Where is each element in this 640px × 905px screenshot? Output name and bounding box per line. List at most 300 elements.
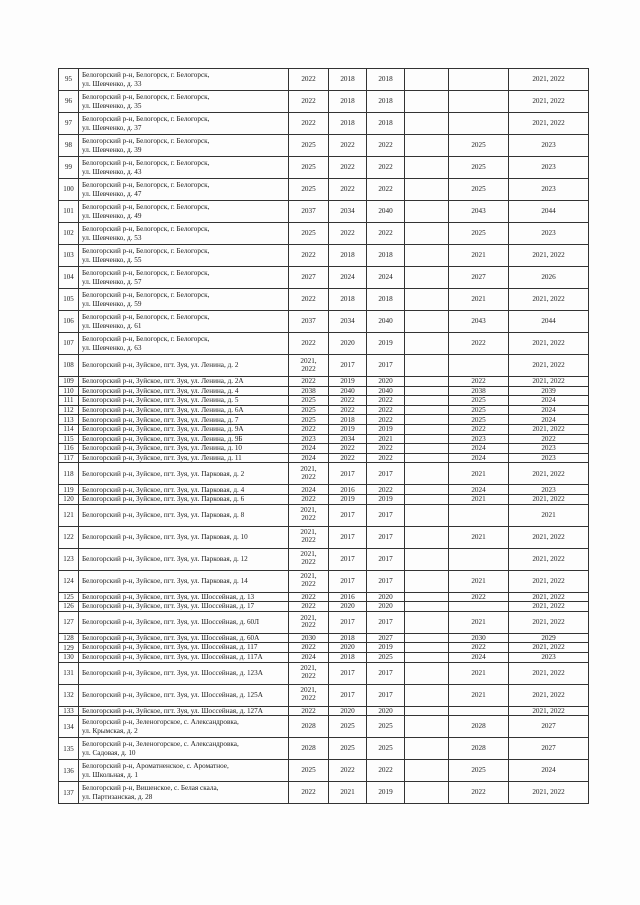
year-cell-6: 2021, 2022 [509, 91, 589, 113]
year-cell-3: 2019 [367, 643, 405, 653]
year-cell-6: 2023 [509, 157, 589, 179]
year-cell-4 [405, 135, 449, 157]
year-cell-2: 2022 [329, 157, 367, 179]
year-cell-6: 2021, 2022 [509, 611, 589, 633]
row-number: 106 [59, 311, 79, 333]
year-cell-6: 2021, 2022 [509, 684, 589, 706]
year-cell-6: 2021, 2022 [509, 289, 589, 311]
year-cell-2: 2017 [329, 526, 367, 548]
address-cell: Белогорский р-н, Зеленогорское, с. Александровка, ул. Крымская, д. 2 [79, 716, 289, 738]
year-cell-5: 2024 [449, 444, 509, 454]
address-cell: Белогорский р-н, Зуйское, пгт. Зуя, ул. Парковая, д. 10 [79, 526, 289, 548]
year-cell-2: 2017 [329, 504, 367, 526]
year-cell-1: 2037 [289, 201, 329, 223]
table-row [59, 396, 589, 406]
year-cell-5: 2024 [449, 453, 509, 463]
year-cell-2: 2018 [329, 91, 367, 113]
year-cell-3: 2017 [367, 570, 405, 592]
year-cell-3: 2017 [367, 526, 405, 548]
year-cell-6: 2044 [509, 201, 589, 223]
address-cell: Белогорский р-н, Зуйское, пгт. Зуя, ул. Ленина, д. 9Б [79, 434, 289, 444]
year-cell-1: 2028 [289, 716, 329, 738]
row-number: 113 [59, 415, 79, 425]
year-cell-2: 2034 [329, 201, 367, 223]
year-cell-1: 2025 [289, 179, 329, 201]
year-cell-1: 2021, 2022 [289, 463, 329, 485]
table-row [59, 463, 589, 485]
year-cell-5: 2028 [449, 738, 509, 760]
table-row [59, 494, 589, 504]
address-cell: Белогорский р-н, Зуйское, пгт. Зуя, ул. Парковая, д. 6 [79, 494, 289, 504]
year-cell-3: 2024 [367, 267, 405, 289]
address-cell: Белогорский р-н, Зуйское, пгт. Зуя, ул. Парковая, д. 8 [79, 504, 289, 526]
year-cell-2: 2016 [329, 485, 367, 495]
year-cell-3: 2019 [367, 494, 405, 504]
year-cell-2: 2018 [329, 652, 367, 662]
address-cell: Белогорский р-н, Зуйское, пгт. Зуя, ул. Парковая, д. 14 [79, 570, 289, 592]
year-cell-1: 2022 [289, 91, 329, 113]
year-cell-3: 2021 [367, 434, 405, 444]
year-cell-1: 2025 [289, 223, 329, 245]
year-cell-3: 2022 [367, 396, 405, 406]
year-cell-1: 2028 [289, 738, 329, 760]
year-cell-4 [405, 548, 449, 570]
year-cell-6: 2021, 2022 [509, 570, 589, 592]
year-cell-6: 2026 [509, 267, 589, 289]
year-cell-5: 2025 [449, 396, 509, 406]
year-cell-2: 2034 [329, 434, 367, 444]
year-cell-2: 2019 [329, 377, 367, 387]
table-row [59, 386, 589, 396]
address-cell: Белогорский р-н, Зуйское, пгт. Зуя, ул. Шоссейная, д. 60А [79, 633, 289, 643]
year-cell-2: 2018 [329, 113, 367, 135]
year-cell-4 [405, 157, 449, 179]
row-number: 108 [59, 355, 79, 377]
year-cell-2: 2020 [329, 643, 367, 653]
year-cell-4 [405, 444, 449, 454]
table-row [59, 415, 589, 425]
row-number: 132 [59, 684, 79, 706]
address-cell: Белогорский р-н, Зуйское, пгт. Зуя, ул. Шоссейная, д. 60Л [79, 611, 289, 633]
year-cell-4 [405, 453, 449, 463]
year-cell-3: 2019 [367, 424, 405, 434]
address-cell: Белогорский р-н, Белогорск, г. Белогорск, ул. Шевченко, д. 59 [79, 289, 289, 311]
row-number: 99 [59, 157, 79, 179]
year-cell-3: 2017 [367, 548, 405, 570]
year-cell-3: 2018 [367, 69, 405, 91]
year-cell-2: 2017 [329, 662, 367, 684]
address-cell: Белогорский р-н, Белогорск, г. Белогорск, ул. Шевченко, д. 55 [79, 245, 289, 267]
address-cell: Белогорский р-н, Зуйское, пгт. Зуя, ул. Ленина, д. 10 [79, 444, 289, 454]
year-cell-5 [449, 504, 509, 526]
year-cell-6: 2021, 2022 [509, 463, 589, 485]
year-cell-6: 2023 [509, 485, 589, 495]
year-cell-6: 2021, 2022 [509, 706, 589, 716]
address-cell: Белогорский р-н, Зеленогорское, с. Александровка, ул. Садовая, д. 10 [79, 738, 289, 760]
year-cell-6: 2021, 2022 [509, 643, 589, 653]
year-cell-1: 2022 [289, 113, 329, 135]
row-number: 100 [59, 179, 79, 201]
year-cell-1: 2037 [289, 311, 329, 333]
year-cell-1: 2022 [289, 289, 329, 311]
year-cell-1: 2021, 2022 [289, 504, 329, 526]
year-cell-5: 2028 [449, 716, 509, 738]
row-number: 98 [59, 135, 79, 157]
year-cell-6: 2022 [509, 434, 589, 444]
year-cell-4 [405, 684, 449, 706]
year-cell-6: 2021, 2022 [509, 424, 589, 434]
year-cell-3: 2018 [367, 245, 405, 267]
year-cell-4 [405, 782, 449, 804]
address-cell: Белогорский р-н, Зуйское, пгт. Зуя, ул. Шоссейная, д. 117 [79, 643, 289, 653]
table-row [59, 333, 589, 355]
row-number: 127 [59, 611, 79, 633]
year-cell-5: 2021 [449, 684, 509, 706]
address-cell: Белогорский р-н, Зуйское, пгт. Зуя, ул. Шоссейная, д. 13 [79, 592, 289, 602]
year-cell-6: 2021, 2022 [509, 662, 589, 684]
year-cell-1: 2022 [289, 333, 329, 355]
year-cell-3: 2017 [367, 611, 405, 633]
table-row [59, 201, 589, 223]
year-cell-5: 2025 [449, 223, 509, 245]
row-number: 121 [59, 504, 79, 526]
year-cell-2: 2024 [329, 267, 367, 289]
year-cell-5 [449, 706, 509, 716]
year-cell-5 [449, 69, 509, 91]
year-cell-3: 2022 [367, 415, 405, 425]
table-row [59, 91, 589, 113]
row-number: 126 [59, 602, 79, 612]
year-cell-3: 2017 [367, 662, 405, 684]
year-cell-3: 2022 [367, 179, 405, 201]
year-cell-4 [405, 223, 449, 245]
row-number: 131 [59, 662, 79, 684]
address-cell: Белогорский р-н, Зуйское, пгт. Зуя, ул. Ленина, д. 4 [79, 386, 289, 396]
year-cell-1: 2021, 2022 [289, 684, 329, 706]
year-cell-4 [405, 424, 449, 434]
address-cell: Белогорский р-н, Зуйское, пгт. Зуя, ул. Ленина, д. 9А [79, 424, 289, 434]
year-cell-6: 2024 [509, 760, 589, 782]
year-cell-2: 2017 [329, 684, 367, 706]
table-row [59, 548, 589, 570]
address-cell: Белогорский р-н, Белогорск, г. Белогорск, ул. Шевченко, д. 63 [79, 333, 289, 355]
year-cell-1: 2021, 2022 [289, 526, 329, 548]
year-cell-2: 2018 [329, 69, 367, 91]
row-number: 125 [59, 592, 79, 602]
year-cell-5 [449, 355, 509, 377]
table-row [59, 405, 589, 415]
year-cell-6: 2021, 2022 [509, 782, 589, 804]
address-cell: Белогорский р-н, Белогорск, г. Белогорск, ул. Шевченко, д. 61 [79, 311, 289, 333]
table-row [59, 652, 589, 662]
address-cell: Белогорский р-н, Белогорск, г. Белогорск, ул. Шевченко, д. 47 [79, 179, 289, 201]
year-cell-1: 2021, 2022 [289, 570, 329, 592]
year-cell-2: 2020 [329, 602, 367, 612]
year-cell-4 [405, 643, 449, 653]
year-cell-4 [405, 245, 449, 267]
year-cell-2: 2018 [329, 415, 367, 425]
year-cell-4 [405, 504, 449, 526]
address-cell: Белогорский р-н, Зуйское, пгт. Зуя, ул. Шоссейная, д. 117А [79, 652, 289, 662]
year-cell-2: 2022 [329, 760, 367, 782]
year-cell-5: 2022 [449, 333, 509, 355]
year-cell-3: 2025 [367, 716, 405, 738]
row-number: 119 [59, 485, 79, 495]
row-number: 111 [59, 396, 79, 406]
table-row [59, 643, 589, 653]
year-cell-3: 2022 [367, 223, 405, 245]
address-cell: Белогорский р-н, Белогорск, г. Белогорск, ул. Шевченко, д. 39 [79, 135, 289, 157]
year-cell-5: 2021 [449, 245, 509, 267]
year-cell-2: 2017 [329, 570, 367, 592]
year-cell-5: 2022 [449, 643, 509, 653]
row-number: 122 [59, 526, 79, 548]
year-cell-5: 2022 [449, 782, 509, 804]
table-row [59, 738, 589, 760]
year-cell-1: 2022 [289, 69, 329, 91]
year-cell-4 [405, 602, 449, 612]
year-cell-5: 2025 [449, 415, 509, 425]
year-cell-1: 2022 [289, 494, 329, 504]
row-number: 124 [59, 570, 79, 592]
year-cell-2: 2018 [329, 289, 367, 311]
year-cell-2: 2018 [329, 633, 367, 643]
address-cell: Белогорский р-н, Ароматненское, с. Ароматное, ул. Школьная, д. 1 [79, 760, 289, 782]
table-row [59, 311, 589, 333]
address-cell: Белогорский р-н, Белогорск, г. Белогорск, ул. Шевченко, д. 53 [79, 223, 289, 245]
year-cell-5: 2024 [449, 652, 509, 662]
year-cell-4 [405, 611, 449, 633]
year-cell-6: 2021, 2022 [509, 245, 589, 267]
year-cell-4 [405, 69, 449, 91]
year-cell-3: 2017 [367, 504, 405, 526]
year-cell-5: 2043 [449, 201, 509, 223]
address-cell: Белогорский р-н, Зуйское, пгт. Зуя, ул. Ленина, д. 2А [79, 377, 289, 387]
row-number: 116 [59, 444, 79, 454]
table-row [59, 782, 589, 804]
year-cell-1: 2023 [289, 434, 329, 444]
year-cell-4 [405, 386, 449, 396]
year-cell-4 [405, 405, 449, 415]
year-cell-4 [405, 706, 449, 716]
year-cell-3: 2022 [367, 453, 405, 463]
year-cell-6: 2021, 2022 [509, 494, 589, 504]
year-cell-5: 2021 [449, 463, 509, 485]
year-cell-4 [405, 760, 449, 782]
table-row [59, 570, 589, 592]
table-row [59, 223, 589, 245]
year-cell-1: 2025 [289, 405, 329, 415]
year-cell-6: 2021, 2022 [509, 333, 589, 355]
year-cell-4 [405, 494, 449, 504]
row-number: 104 [59, 267, 79, 289]
table-row [59, 424, 589, 434]
table-row [59, 135, 589, 157]
address-cell: Белогорский р-н, Зуйское, пгт. Зуя, ул. Шоссейная, д. 127А [79, 706, 289, 716]
row-number: 95 [59, 69, 79, 91]
year-cell-5 [449, 113, 509, 135]
year-cell-4 [405, 267, 449, 289]
year-cell-1: 2022 [289, 782, 329, 804]
table-row [59, 245, 589, 267]
year-cell-3: 2022 [367, 485, 405, 495]
year-cell-1: 2027 [289, 267, 329, 289]
table-row [59, 611, 589, 633]
year-cell-1: 2025 [289, 157, 329, 179]
year-cell-1: 2025 [289, 135, 329, 157]
year-cell-3: 2019 [367, 333, 405, 355]
year-cell-4 [405, 662, 449, 684]
year-cell-3: 2017 [367, 684, 405, 706]
year-cell-4 [405, 179, 449, 201]
year-cell-2: 2022 [329, 405, 367, 415]
year-cell-3: 2022 [367, 157, 405, 179]
year-cell-4 [405, 716, 449, 738]
year-cell-5: 2038 [449, 386, 509, 396]
year-cell-3: 2018 [367, 113, 405, 135]
address-cell: Белогорский р-н, Зуйское, пгт. Зуя, ул. Ленина, д. 7 [79, 415, 289, 425]
row-number: 114 [59, 424, 79, 434]
year-cell-1: 2022 [289, 602, 329, 612]
row-number: 129 [59, 643, 79, 653]
year-cell-6: 2021, 2022 [509, 113, 589, 135]
year-cell-3: 2022 [367, 135, 405, 157]
housing-repair-schedule-table [58, 68, 589, 804]
row-number: 134 [59, 716, 79, 738]
year-cell-1: 2022 [289, 424, 329, 434]
address-cell: Белогорский р-н, Белогорск, г. Белогорск, ул. Шевченко, д. 33 [79, 69, 289, 91]
year-cell-6: 2023 [509, 444, 589, 454]
year-cell-3: 2020 [367, 706, 405, 716]
year-cell-6: 2027 [509, 738, 589, 760]
table-row [59, 453, 589, 463]
row-number: 115 [59, 434, 79, 444]
row-number: 120 [59, 494, 79, 504]
year-cell-2: 2020 [329, 706, 367, 716]
year-cell-1: 2025 [289, 415, 329, 425]
address-cell: Белогорский р-н, Зуйское, пгт. Зуя, ул. Парковая, д. 2 [79, 463, 289, 485]
year-cell-6: 2021, 2022 [509, 602, 589, 612]
year-cell-2: 2034 [329, 311, 367, 333]
year-cell-3: 2018 [367, 289, 405, 311]
table-row [59, 485, 589, 495]
year-cell-6: 2021, 2022 [509, 548, 589, 570]
table-row [59, 592, 589, 602]
year-cell-4 [405, 355, 449, 377]
year-cell-2: 2022 [329, 179, 367, 201]
year-cell-5: 2025 [449, 179, 509, 201]
row-number: 117 [59, 453, 79, 463]
row-number: 128 [59, 633, 79, 643]
table-row [59, 157, 589, 179]
year-cell-1: 2024 [289, 453, 329, 463]
address-cell: Белогорский р-н, Белогорск, г. Белогорск, ул. Шевченко, д. 49 [79, 201, 289, 223]
row-number: 107 [59, 333, 79, 355]
table-row [59, 662, 589, 684]
year-cell-2: 2017 [329, 611, 367, 633]
row-number: 130 [59, 652, 79, 662]
year-cell-2: 2025 [329, 738, 367, 760]
row-number: 97 [59, 113, 79, 135]
year-cell-2: 2017 [329, 463, 367, 485]
year-cell-5: 2024 [449, 485, 509, 495]
table-row [59, 602, 589, 612]
address-cell: Белогорский р-н, Белогорск, г. Белогорск, ул. Шевченко, д. 35 [79, 91, 289, 113]
year-cell-5: 2021 [449, 570, 509, 592]
year-cell-4 [405, 311, 449, 333]
year-cell-6: 2024 [509, 405, 589, 415]
year-cell-1: 2025 [289, 760, 329, 782]
year-cell-1: 2022 [289, 245, 329, 267]
year-cell-3: 2017 [367, 463, 405, 485]
year-cell-5 [449, 548, 509, 570]
table-row [59, 633, 589, 643]
year-cell-1: 2025 [289, 396, 329, 406]
year-cell-4 [405, 201, 449, 223]
year-cell-4 [405, 415, 449, 425]
year-cell-3: 2017 [367, 355, 405, 377]
year-cell-1: 2022 [289, 643, 329, 653]
year-cell-4 [405, 434, 449, 444]
year-cell-2: 2017 [329, 548, 367, 570]
year-cell-4 [405, 91, 449, 113]
year-cell-4 [405, 377, 449, 387]
address-cell: Белогорский р-н, Белогорск, г. Белогорск, ул. Шевченко, д. 37 [79, 113, 289, 135]
year-cell-1: 2030 [289, 633, 329, 643]
address-cell: Белогорский р-н, Зуйское, пгт. Зуя, ул. Ленина, д. 2 [79, 355, 289, 377]
row-number: 123 [59, 548, 79, 570]
row-number: 105 [59, 289, 79, 311]
year-cell-2: 2016 [329, 592, 367, 602]
year-cell-4 [405, 526, 449, 548]
table-row [59, 526, 589, 548]
year-cell-1: 2024 [289, 485, 329, 495]
year-cell-4 [405, 738, 449, 760]
year-cell-6: 2021 [509, 504, 589, 526]
year-cell-5: 2021 [449, 526, 509, 548]
table-body [59, 69, 589, 804]
address-cell: Белогорский р-н, Зуйское, пгт. Зуя, ул. Шоссейная, д. 123А [79, 662, 289, 684]
address-cell: Белогорский р-н, Зуйское, пгт. Зуя, ул. Шоссейная, д. 17 [79, 602, 289, 612]
year-cell-6: 2021, 2022 [509, 377, 589, 387]
year-cell-6: 2023 [509, 223, 589, 245]
year-cell-1: 2022 [289, 706, 329, 716]
year-cell-4 [405, 570, 449, 592]
year-cell-3: 2025 [367, 738, 405, 760]
year-cell-4 [405, 633, 449, 643]
row-number: 109 [59, 377, 79, 387]
year-cell-6: 2021, 2022 [509, 526, 589, 548]
year-cell-2: 2022 [329, 223, 367, 245]
year-cell-4 [405, 333, 449, 355]
table-row [59, 444, 589, 454]
address-cell: Белогорский р-н, Белогорск, г. Белогорск, ул. Шевченко, д. 57 [79, 267, 289, 289]
year-cell-5: 2021 [449, 494, 509, 504]
year-cell-5: 2025 [449, 157, 509, 179]
row-number: 101 [59, 201, 79, 223]
year-cell-6: 2029 [509, 633, 589, 643]
year-cell-6: 2039 [509, 386, 589, 396]
year-cell-5: 2021 [449, 611, 509, 633]
address-cell: Белогорский р-н, Зуйское, пгт. Зуя, ул. Ленина, д. 11 [79, 453, 289, 463]
year-cell-4 [405, 652, 449, 662]
row-number: 135 [59, 738, 79, 760]
year-cell-1: 2021, 2022 [289, 355, 329, 377]
year-cell-5: 2025 [449, 405, 509, 415]
year-cell-6: 2021, 2022 [509, 592, 589, 602]
year-cell-3: 2022 [367, 444, 405, 454]
year-cell-6: 2044 [509, 311, 589, 333]
